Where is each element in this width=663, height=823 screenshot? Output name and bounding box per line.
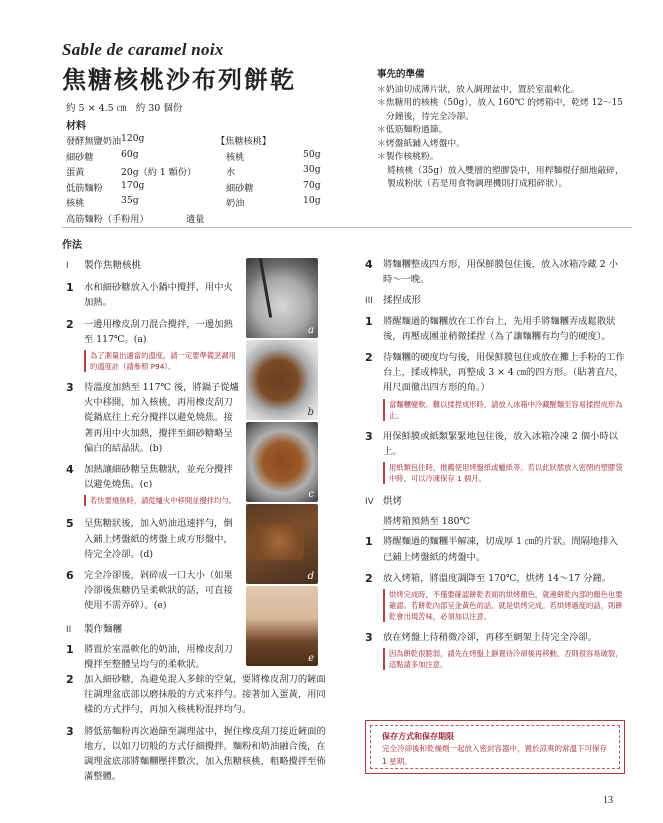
ingredient-qty: 120g: [121, 133, 145, 144]
prep-section: [377, 68, 627, 192]
method-left-bottom: [66, 672, 328, 784]
page-number: 13: [603, 795, 613, 806]
ingredients-section: [66, 121, 326, 227]
yield-info: 約 5 × 4.5 ㎝ 約 30 個份: [66, 103, 183, 114]
prep-item: ＊烤盤紙鋪入烤盤中。: [377, 138, 465, 149]
step-bake-2: 2 放入烤箱，將溫度調降至 170℃，烘烤 14～17 分鐘。 烘烤完成時，不僅要確認餅乾表面的烘烤顏色，就連餅乾內部的顏色也要確認。若餅乾內部呈金黃色的話，就是烘烤完成。若烘烤過度的話，則餅乾會出現苦味，必須加以注意。: [365, 571, 627, 622]
caramel-ingredient-qty: 50g: [303, 148, 321, 160]
divider: [62, 227, 632, 228]
caramel-ingredient-name: 核桃: [226, 151, 245, 163]
step-bake-1: 1 將醒麵過的麵糰半解凍，切成厚 1 ㎝的片狀。間隔地排入已鋪上烤盤紙的烤盤中。: [365, 535, 618, 563]
group-heading-shaping: III 揉捏成形: [365, 295, 422, 307]
group-heading-caramel: I 製作焦糖核桃: [66, 260, 142, 271]
photo-d: d: [246, 504, 318, 584]
step-dough-1: 1 將置於室溫軟化的奶油，用橡皮刮刀攪拌至整體呈均勻的柔軟狀。: [66, 642, 233, 671]
storage-box: [365, 720, 625, 774]
ingredient-name: 蛋黃: [66, 167, 85, 179]
recipe-title: 焦糖核桃沙布列餅乾: [62, 68, 296, 94]
photo-c: c: [246, 422, 318, 502]
step-shape-1: 1 將醒麵過的麵糰放在工作台上，先用手將麵糰弄成鬆散狀後，再壓成團並稍微揉捏（為了讓麵糰有均勻的硬度）。: [365, 314, 616, 342]
photo-b: b: [246, 340, 318, 420]
prep-item: ＊製作核桃粉。: [377, 152, 439, 162]
step-dough-4: 4 將麵糰整成四方形，用保鮮膜包住後，放入冰箱冷藏 2 小時～一晚。: [365, 258, 618, 286]
note: 因為餅乾很脆弱，請先在烤盤上靜置待冷卻後再移動，否則很容易破裂，這點請多加注意。: [383, 648, 627, 670]
method-right-column: [365, 257, 627, 670]
step-3: 3 待溫度加熱至 117℃ 後，將鍋子從爐火中移開，加入核桃，再用橡皮刮刀從鍋底往上充分攪拌以避免燒焦。接著再用中火加熱，攪拌至細砂糖略呈偏白的結晶狀。(b): [66, 381, 239, 454]
note: 若快要燒焦時，請從爐火中移開並攪拌均勻。: [84, 495, 240, 506]
group-heading-dough: II 製作麵糰: [66, 623, 123, 635]
step-dough-3: 3 將低筋麵粉再次過篩至調理盆中，握住橡皮刮刀接近鏟面的地方，以如刀切般的方式仔細攪拌。麵粉和奶油融合後，在調理盆底部將麵糰壓拌數次，加入焦糖核桃，粗略攪拌至佈滿整體。: [66, 724, 326, 783]
note: 烘烤完成時，不僅要確認餅乾表面的烘烤顏色，就連餅乾內部的顏色也要確認。若餅乾內部呈金黃色的話，就是烘烤完成。若烘烤過度的話，則餅乾會出現苦味，必須加以注意。: [383, 589, 627, 622]
ingredient-qty: 60g: [121, 148, 139, 160]
ingredient-qty: 35g: [121, 195, 139, 207]
caramel-ingredient-qty: 70g: [303, 179, 321, 191]
ingredient-name: 細砂糖: [66, 151, 94, 163]
step-2: 2 一邊用橡皮刮刀混合攪拌，一邊加熱至 117℃。(a) 為了測量出適當的溫度，請一定要準備烹調用的溫度計（請參照 P94）。: [66, 317, 240, 372]
caramel-ingredient-name: 奶油: [226, 198, 245, 210]
ingredient-name: 低筋麵粉: [66, 182, 103, 194]
ingredient-name: 高筋麵粉（手粉用）: [66, 213, 149, 225]
photo-a: a: [246, 258, 318, 338]
step-dough-2: 2 加入細砂糖，為避免混入多餘的空氣，要將橡皮刮刀的鏟面往調理盆底部以磨抹般的方式來拌勻。接著加入蛋黃，用同樣的方式拌勻，再加入核桃粉混拌均勻。: [66, 673, 326, 716]
caramel-ingredient-qty: 30g: [303, 164, 321, 176]
ingredient-name: 核桃: [66, 198, 85, 210]
caramel-ingredient-name: 細砂糖: [226, 182, 254, 194]
caramel-ingredient-qty: 10g: [303, 195, 321, 207]
storage-body: 完全冷卻後和乾燥劑一起放入密封容器中，置於涼爽的常溫下可保存 1 星期。: [382, 744, 607, 766]
step-shape-2: 2 待麵糰的硬度均勻後，用保鮮膜包住或放在攤上手粉的工作台上，揉成棒狀，再整成 3 × 4 ㎝的四方形。（貼著直尺，用尺面徹出四方形的角。） 當麵糰變軟，難以揉捏成形時，請放入冰箱中冷藏醒麵至容易揉捏成形為止。: [365, 350, 627, 421]
storage-title: 保存方式和保存期限: [382, 732, 454, 741]
prep-heading: 事先的準備: [377, 69, 425, 80]
step-4: 4 加熱讓細砂糖呈焦糖狀，並充分攪拌以避免燒焦。(c) 若快要燒焦時，請從爐火中移開並攪拌均勻。: [66, 462, 240, 506]
step-bake-3: 3 放在烤盤上待稍微冷卻，再移至網架上待完全冷卻。 因為餅乾很脆弱，請先在烤盤上靜置待冷卻後再移動，否則很容易破裂，這點請多加注意。: [365, 630, 627, 670]
prep-item: ＊低筋麵粉過篩。: [377, 125, 448, 135]
step-5: 5 呈焦糖狀後，加入奶油迅速拌勻，倒入鋪上烤盤紙的烤盤上或方形盤中，待完全冷卻。(d): [66, 517, 233, 560]
note: 當麵糰變軟，難以揉捏成形時，請放入冰箱中冷藏醒麵至容易揉捏成形為止。: [383, 399, 627, 421]
method-left-column: [66, 258, 240, 672]
prep-subitem: 將核桃（35g）放入雙層的塑膠袋中，用桿麵棍仔細地敲碎，製成粉狀（若是用食物調理機則打成粗碎狀）。: [387, 165, 624, 189]
method-heading: 作法: [62, 240, 82, 251]
step-1: 1 水和細砂糖放入小鍋中攪拌，用中火加熱。: [66, 281, 233, 309]
group-heading-baking: IV 烘烤: [365, 496, 403, 508]
photo-e: e: [246, 586, 318, 666]
ingredients-heading: 材料: [66, 121, 86, 132]
recipe-subtitle: Sable de caramel noix: [62, 40, 224, 59]
step-6: 6 完全冷卻後，剁碎成一口大小（如果冷卻後焦糖仍呈柔軟狀的話，可直接使用不需弄碎）。(e): [66, 569, 233, 612]
ingredient-qty: 170g: [121, 179, 145, 191]
preheat-note: 將烤箱預熱至 180℃: [365, 514, 627, 530]
prep-item: ＊奶油切成薄片狀，放入調理盆中，置於室溫軟化。: [377, 84, 580, 95]
note: 用紙類包住時，推薦使用烤盤紙或蠟紙等。若以此狀態放入密閉的塑膠袋中時，可以冷凍保存 1 個月。: [383, 462, 627, 484]
ingredient-name: 發酵無鹽奶油: [66, 136, 122, 147]
note: 為了測量出適當的溫度，請一定要準備烹調用的溫度計（請參照 P94）。: [84, 350, 240, 372]
ingredient-qty: 20g（約 1 顆份）: [121, 167, 197, 179]
prep-item: ＊焦糖用的核桃（50g），放入 160℃ 的烤箱中，乾烤 12～15 分鐘後，待完全冷卻。: [377, 98, 623, 122]
caramel-ingredient-name: 水: [226, 167, 236, 179]
caramel-heading: 【焦糖核桃】: [216, 136, 272, 147]
ingredient-qty: 適量: [186, 213, 205, 225]
step-shape-3: 3 用保鮮膜或紙類緊緊地包住後，放入冰箱冷凍 2 個小時以上。 用紙類包住時，推薦使用烤盤紙或蠟紙等。若以此狀態放入密閉的塑膠袋中時，可以冷凍保存 1 個月。: [365, 429, 627, 484]
